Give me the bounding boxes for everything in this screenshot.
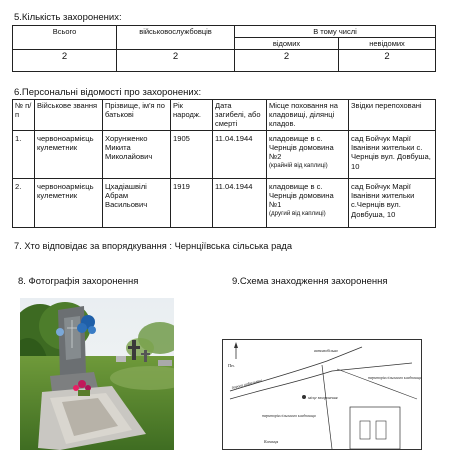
cell-date: 11.04.1944 xyxy=(213,130,267,178)
map-territory-right-label: територія сільського кладовища xyxy=(368,376,422,380)
col-name: Прізвище, ім'я по батькові xyxy=(103,100,171,131)
value-unknown: 2 xyxy=(339,50,436,72)
place-note: (другий від каплиці) xyxy=(269,209,326,217)
table-row xyxy=(13,130,436,178)
place-text: кладовище в с. Чернців домовина №1 xyxy=(269,181,334,210)
col-place: Місце поховання на кладовищі, ділянці кладов. xyxy=(267,100,349,131)
section8-title: 8. Фотографія захоронення xyxy=(18,276,139,287)
table-header-row xyxy=(13,100,436,131)
cell-date: 11.04.1944 xyxy=(213,178,267,227)
location-scheme xyxy=(222,339,422,450)
col-year: Рік народж. xyxy=(171,100,213,131)
cell-num: 2. xyxy=(13,178,35,227)
map-road-left-label: дорога асфальтна xyxy=(231,377,263,390)
burial-photo xyxy=(20,298,174,450)
section6-title: 6.Персональні відомості про захоронених: xyxy=(14,87,202,98)
cell-place xyxy=(267,130,349,178)
col-num: № п/п xyxy=(13,100,35,131)
cell-place xyxy=(267,178,349,227)
personal-data-table xyxy=(12,99,436,228)
map-north-label: Пн. xyxy=(228,363,235,368)
cell-rank: червоноармієць кулеметник xyxy=(35,178,103,227)
map-territory-bottom-label: територія сільського кладовища xyxy=(262,414,316,418)
map-chapel-label: Каплиця xyxy=(264,439,279,444)
map-road-top-label: автомобільна xyxy=(314,348,338,353)
section9-title: 9.Схема знаходження захоронення xyxy=(232,276,388,287)
value-known: 2 xyxy=(235,50,339,72)
section7-responsible: 7. Хто відповідає за впорядкування : Чернціївська сільська рада xyxy=(14,241,292,251)
cell-rank: червоноармієць кулеметник xyxy=(35,130,103,178)
header-known: відомих xyxy=(235,38,339,50)
header-unknown: невідомих xyxy=(339,38,436,50)
cell-name: Цхадіашвілі Абрам Васильович xyxy=(103,178,171,227)
section5-title: 5.Кількість захоронених: xyxy=(14,12,122,23)
scheme-drawing xyxy=(222,339,422,450)
cell-year: 1905 xyxy=(171,130,213,178)
burial-count-table xyxy=(12,25,436,72)
header-military: військовослужбовців xyxy=(117,26,235,50)
cell-from: сад Бойчук Марії Іванівни жительки с.Чернців вул. Довбуша, 10 xyxy=(349,178,436,227)
col-from: Звідки перепоховані xyxy=(349,100,436,131)
value-total: 2 xyxy=(13,50,117,72)
place-note: (крайній від каплиці) xyxy=(269,161,328,169)
place-text: кладовище в с. Чернців домовина №2 xyxy=(269,133,334,162)
photo-image xyxy=(20,298,174,450)
col-rank: Військове звання xyxy=(35,100,103,131)
table-row xyxy=(13,178,436,227)
cell-name: Хорунженко Микита Миколайович xyxy=(103,130,171,178)
cell-num: 1. xyxy=(13,130,35,178)
header-total: Всього xyxy=(13,26,117,50)
map-marker-label: місце захоронення xyxy=(308,396,338,400)
col-date: Дата загибелі, або смерті xyxy=(213,100,267,131)
header-including: В тому числі xyxy=(235,26,436,38)
value-military: 2 xyxy=(117,50,235,72)
cell-year: 1919 xyxy=(171,178,213,227)
cell-from: сад Бойчук Марії Іванівни жительки с. Чернців вул. Довбуша, 10 xyxy=(349,130,436,178)
